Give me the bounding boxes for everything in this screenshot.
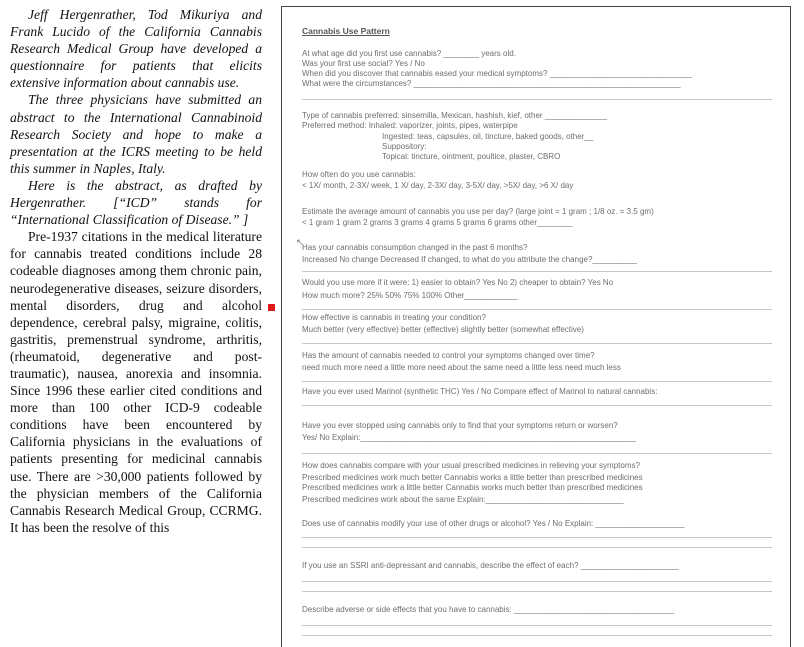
form-line: Type of cannabis preferred: sinsemilla, Mexican, hashish, kief, other ______________ <box>302 111 608 120</box>
answer-rule <box>302 625 772 626</box>
answer-rule <box>302 581 772 582</box>
form-title: Cannabis Use Pattern <box>302 26 390 36</box>
form-line: How does cannabis compare with your usual prescribed medicines in relieving your symptoms? <box>302 461 640 470</box>
form-line: Have you ever used Marinol (synthetic THC) Yes / No Compare effect of Marinol to natural cannabis: <box>302 387 658 396</box>
form-line: Suppository: <box>382 142 427 151</box>
form-line: At what age did you first use cannabis? ________ years old. <box>302 49 516 58</box>
form-line: Have you ever stopped using cannabis only to find that your symptoms return or worsen? <box>302 421 618 430</box>
form-line: Estimate the average amount of cannabis you use per day? (large joint = 1 gram ; 1/8 oz. = 3.5 gm) <box>302 207 654 216</box>
answer-rule <box>302 99 772 100</box>
form-line: How often do you use cannabis: <box>302 170 416 179</box>
form-line: Prescribed medicines work a little better Cannabis works much better than prescribed medicines <box>302 483 643 492</box>
form-line: Prescribed medicines work much better Cannabis works a little better than prescribed medicines <box>302 473 643 482</box>
answer-rule <box>302 343 772 344</box>
answer-rule <box>302 635 772 636</box>
form-line: Prescribed medicines work about the same Explain:_______________________________ <box>302 495 624 504</box>
form-line: How much more? 25% 50% 75% 100% Other____________ <box>302 291 518 300</box>
article-intro: Jeff Hergenrather, Tod Mikuriya and Frank Lucido of the California Cannabis Research Medical Group have developed a questionnaire for patients that elicits extensive information about cannabis use. <box>10 7 262 91</box>
answer-rule <box>302 405 772 406</box>
article-submission: The three physicians have submitted an abstract to the International Cannabinoid Research Society and hope to make a presentation at the ICRS meeting to be held this summer in Naples, Italy. <box>10 92 262 176</box>
answer-rule <box>302 309 772 310</box>
form-line: Describe adverse or side effects that you have to cannabis: ____________________________________ <box>302 605 675 614</box>
answer-rule <box>302 547 772 548</box>
tick-mark: ↖ <box>296 237 304 247</box>
form-line: How effective is cannabis in treating your condition? <box>302 313 486 322</box>
form-line: Topical: tincture, ointment, poultice, plaster, CBRO <box>382 152 561 161</box>
form-line: Would you use more if it were: 1) easier to obtain? Yes No 2) cheaper to obtain? Yes No <box>302 278 614 287</box>
form-line: need much more need a little more need about the same need a little less need much less <box>302 363 621 372</box>
form-line: < 1 gram 1 gram 2 grams 3 grams 4 grams 5 grams 6 grams other________ <box>302 218 573 227</box>
answer-rule <box>302 453 772 454</box>
questionnaire-form <box>281 6 791 647</box>
form-line: What were the circumstances? ____________________________________________________________ <box>302 79 681 88</box>
form-line: Has your cannabis consumption changed in the past 6 months? <box>302 243 528 252</box>
form-line: Has the amount of cannabis needed to control your symptoms changed over time? <box>302 351 595 360</box>
form-line: If you use an SSRI anti-depressant and cannabis, describe the effect of each? ______________________ <box>302 561 679 570</box>
form-line: Was your first use social? Yes / No <box>302 59 425 68</box>
answer-rule <box>302 537 772 538</box>
form-line: Yes/ No Explain:______________________________________________________________ <box>302 433 637 442</box>
form-line: Much better (very effective) better (effective) slightly better (somewhat effective) <box>302 325 584 334</box>
article-column <box>10 6 262 536</box>
answer-rule <box>302 591 772 592</box>
answer-rule <box>302 271 772 272</box>
form-line: Does use of cannabis modify your use of other drugs or alcohol? Yes / No Explain: ____________________ <box>302 519 685 528</box>
red-marker <box>268 304 275 311</box>
form-line: Ingested: teas, capsules, oil, tincture, baked goods, other__ <box>382 132 594 141</box>
article-abstract-note: Here is the abstract, as drafted by Hergenrather. [“ICD” stands for “International Classification of Disease.” ] <box>10 177 262 228</box>
form-line: < 1X/ month, 2-3X/ week, 1 X/ day, 2-3X/ day, 3-5X/ day, >5X/ day, >6 X/ day <box>302 181 574 190</box>
form-line: When did you discover that cannabis eased your medical symptoms? ________________________________ <box>302 69 693 78</box>
answer-rule <box>302 381 772 382</box>
article-abstract-body: Pre-1937 citations in the medical literature for cannabis treated conditions include 28 codeable diagnoses among them chronic pain, neurodegenerative diseases, seizure disorders, mental disorders, drug and alcohol dependence, cerebral palsy, migraine, colitis, gastritis, premenstrual syndrome, arthritis, (rheumatoid, degenerative and post-traumatic), nausea, anorexia and insomnia. Since 1996 these earlier cited conditions and more than 100 other ICD-9 codeable conditions have been encountered by California physicians in the evaluations of patients presenting for medicinal cannabis use. There are >30,000 patients followed by the physician members of the California Cannabis Research Medical Group, CCRMG. It has been the resolve of this <box>10 229 262 535</box>
form-line: Increased No change Decreased If changed, to what do you attribute the change?__________ <box>302 255 637 264</box>
form-line: Preferred method: Inhaled: vaporizer, joints, pipes, waterpipe <box>302 121 518 130</box>
